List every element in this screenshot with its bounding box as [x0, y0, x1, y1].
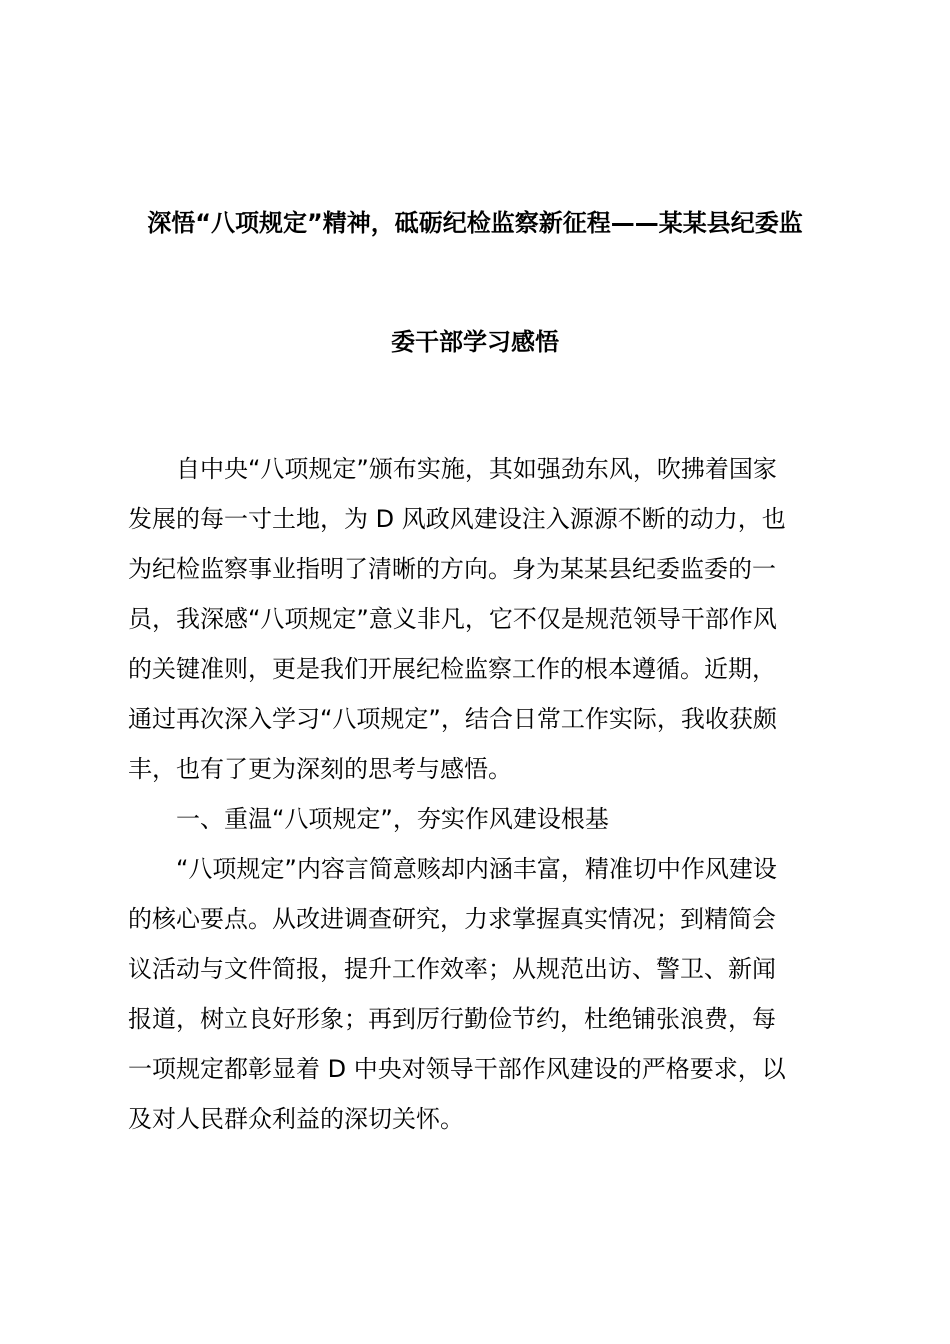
paragraph-line: 议活动与文件简报，提升工作效率；从规范出访、警卫、新闻 — [128, 955, 776, 983]
paragraph-line: 丰，也有了更为深刻的思考与感悟。 — [128, 755, 512, 783]
paragraph-line: 的核心要点。从改进调查研究，力求掌握真实情况；到精简会 — [128, 905, 776, 933]
section-heading-1: 一、重温“八项规定”，夯实作风建设根基 — [128, 805, 609, 833]
paragraph-intro — [128, 444, 838, 794]
paragraph-line: 发展的每一寸土地，为 D 风政风建设注入源源不断的动力，也 — [128, 505, 786, 533]
paragraph-line: 一项规定都彰显着 D 中央对领导干部作风建设的严格要求，以 — [128, 1055, 786, 1083]
paragraph-section-1 — [128, 844, 838, 1144]
document-title-line-2: 委干部学习感悟 — [391, 328, 559, 356]
paragraph-line: 员，我深感“八项规定”意义非凡，它不仅是规范领导干部作风 — [128, 605, 777, 633]
paragraph-line: “八项规定”内容言简意赅却内涵丰富，精准切中作风建设 — [128, 855, 777, 883]
paragraph-line: 为纪检监察事业指明了清晰的方向。身为某某县纪委监委的一 — [128, 555, 776, 583]
paragraph-line: 自中央“八项规定”颁布实施，其如强劲东风，吹拂着国家 — [128, 455, 777, 483]
document-title-line-1: 深悟“八项规定”精神，砥砺纪检监察新征程——某某县纪委监 — [147, 209, 803, 237]
paragraph-line: 及对人民群众利益的深切关怀。 — [128, 1105, 464, 1133]
paragraph-line: 报道，树立良好形象；再到厉行勤俭节约，杜绝铺张浪费，每 — [128, 1005, 776, 1033]
document-body — [128, 444, 838, 1144]
paragraph-line: 的关键准则，更是我们开展纪检监察工作的根本遵循。近期， — [128, 655, 776, 683]
paragraph-line: 通过再次深入学习“八项规定”，结合日常工作实际，我收获颇 — [128, 705, 777, 733]
